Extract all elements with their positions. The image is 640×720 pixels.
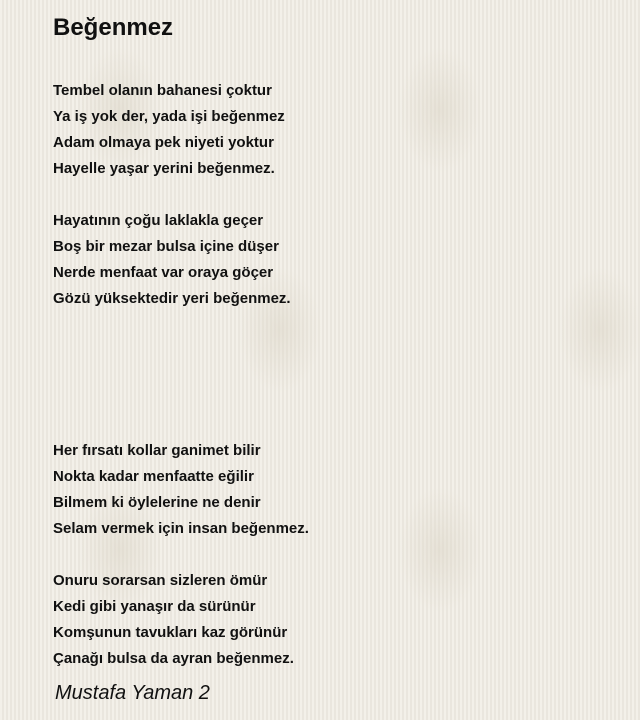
poem-line: Adam olmaya pek niyeti yoktur — [53, 134, 274, 151]
stanza-1 — [53, 78, 285, 182]
poem-line: Bilmem ki öylelerine ne denir — [53, 494, 261, 511]
poem-line: Her fırsatı kollar ganimet bilir — [53, 442, 261, 459]
poem-line: Selam vermek için insan beğenmez. — [53, 520, 309, 537]
poem-line: Komşunun tavukları kaz görünür — [53, 624, 288, 641]
poem-line: Ya iş yok der, yada işi beğenmez — [53, 108, 285, 125]
poem-line: Gözü yüksektedir yeri beğenmez. — [53, 290, 291, 307]
stanza-2 — [53, 208, 291, 312]
poem-line: Boş bir mezar bulsa içine düşer — [53, 238, 279, 255]
poem-line: Kedi gibi yanaşır da sürünür — [53, 598, 256, 615]
poem-line: Nerde menfaat var oraya göçer — [53, 264, 274, 281]
stanza-3 — [53, 438, 309, 542]
poem-line: Tembel olanın bahanesi çoktur — [53, 82, 272, 99]
poem-author: Mustafa Yaman 2 — [55, 682, 210, 704]
poem-line: Hayatının çoğu laklakla geçer — [53, 212, 264, 229]
poem-line: Nokta kadar menfaatte eğilir — [53, 468, 254, 485]
poem-line: Çanağı bulsa da ayran beğenmez. — [53, 650, 294, 667]
poem-title: Beğenmez — [53, 14, 174, 41]
stanza-4 — [53, 568, 294, 672]
poem-line: Hayelle yaşar yerini beğenmez. — [53, 160, 275, 177]
poem-line: Onuru sorarsan sizleren ömür — [53, 572, 268, 589]
